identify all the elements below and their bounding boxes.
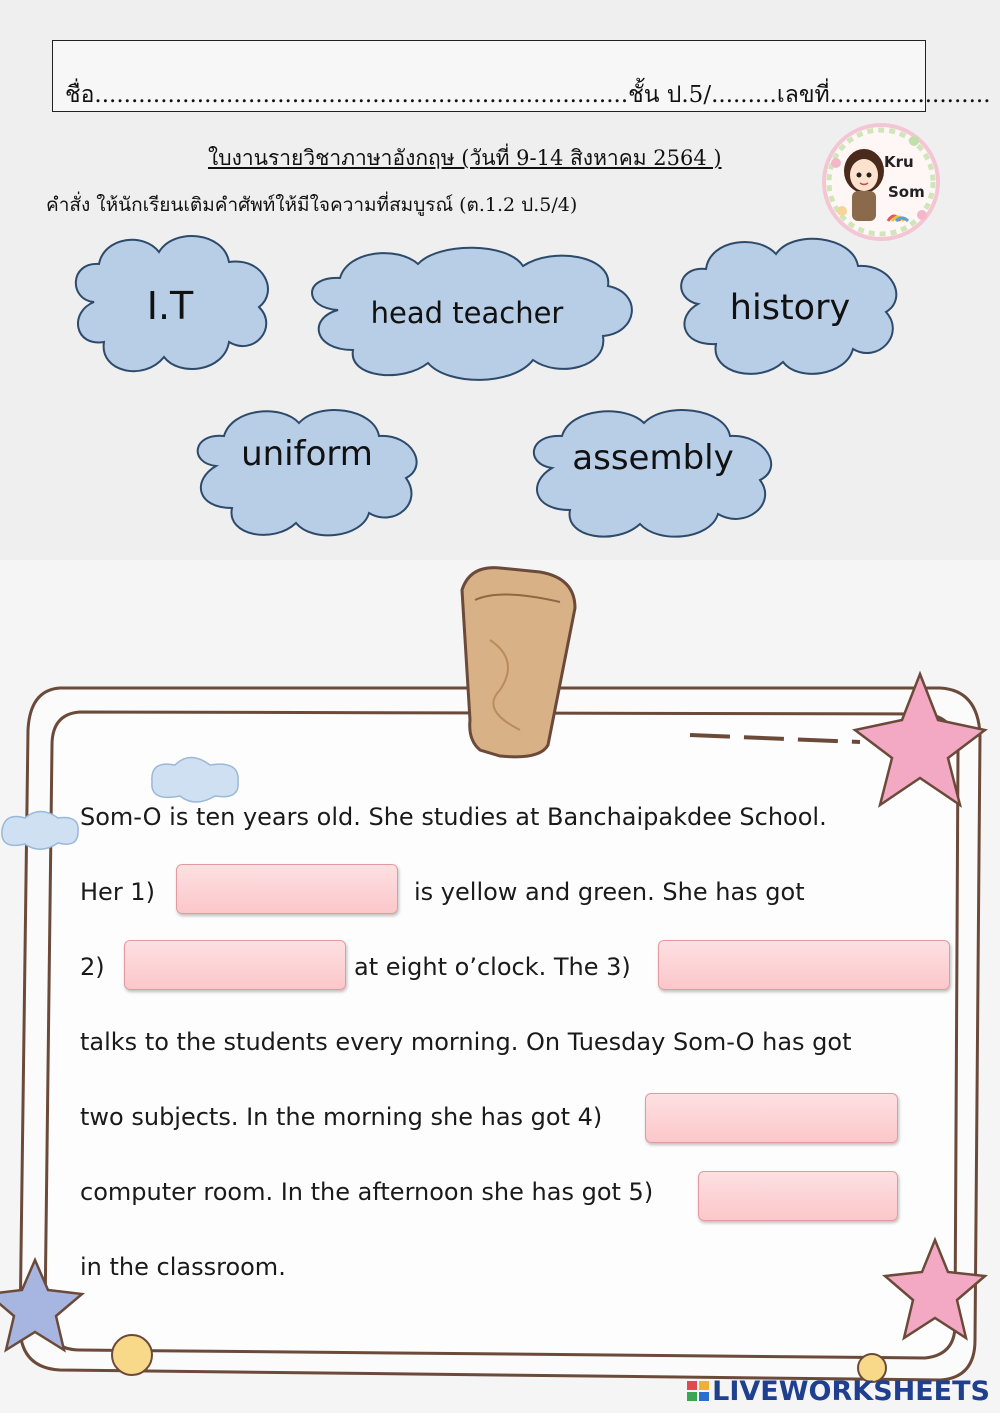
word-assembly: assembly xyxy=(572,438,734,478)
answer-blank-4[interactable] xyxy=(645,1093,898,1143)
passage-line-3a: 2) xyxy=(80,953,105,981)
word-cloud-uniform xyxy=(184,398,430,542)
word-cloud-it xyxy=(64,222,276,392)
answer-blank-3[interactable] xyxy=(658,940,950,990)
answer-blank-5[interactable] xyxy=(698,1171,898,1221)
brand-text: LIVEWORKSHEETS xyxy=(712,1376,990,1407)
worksheet-title: ใบงานรายวิชาภาษาอังกฤษ (วันที่ 9-14 สิงหาคม 2564 ) xyxy=(208,146,722,170)
answer-blank-2[interactable] xyxy=(124,940,346,990)
word-head-teacher: head teacher xyxy=(370,296,564,330)
word-cloud-history xyxy=(668,224,912,388)
passage-line-7: in the classroom. xyxy=(80,1253,286,1281)
passage-line-1: Som-O is ten years old. She studies at Banchaipakdee School. xyxy=(80,803,827,831)
logo-text-kru: Kru xyxy=(884,153,914,171)
instruction-text: คำสั่ง ให้นักเรียนเติมคำศัพท์ให้มีใจความที่สมบูรณ์ (ต.1.2 ป.5/4) xyxy=(46,194,578,216)
passage-line-6: computer room. In the afternoon she has got 5) xyxy=(80,1178,654,1206)
name-line: ชื่อ.........................................................................ชั้น ป.5/.........เลขที่...................... xyxy=(65,82,991,108)
passage-line-4: talks to the students every morning. On Tuesday Som-O has got xyxy=(80,1028,852,1056)
word-it: I.T xyxy=(146,284,194,328)
passage-line-5: two subjects. In the morning she has got 4) xyxy=(80,1103,603,1131)
logo-text-som: Som xyxy=(888,183,925,201)
liveworksheets-logo[interactable] xyxy=(686,1376,990,1407)
liveworksheets-icon xyxy=(686,1378,710,1400)
answer-blank-1[interactable] xyxy=(176,864,398,914)
word-history: history xyxy=(729,288,851,328)
passage-line-2a: Her 1) xyxy=(80,878,155,906)
word-cloud-assembly xyxy=(520,398,786,542)
word-cloud-head-teacher xyxy=(298,238,636,388)
passage-line-3b: at eight o’clock. The 3) xyxy=(354,953,631,981)
student-info-box xyxy=(52,40,991,112)
word-uniform: uniform xyxy=(241,434,373,474)
passage-line-2b: is yellow and green. She has got xyxy=(414,878,805,906)
